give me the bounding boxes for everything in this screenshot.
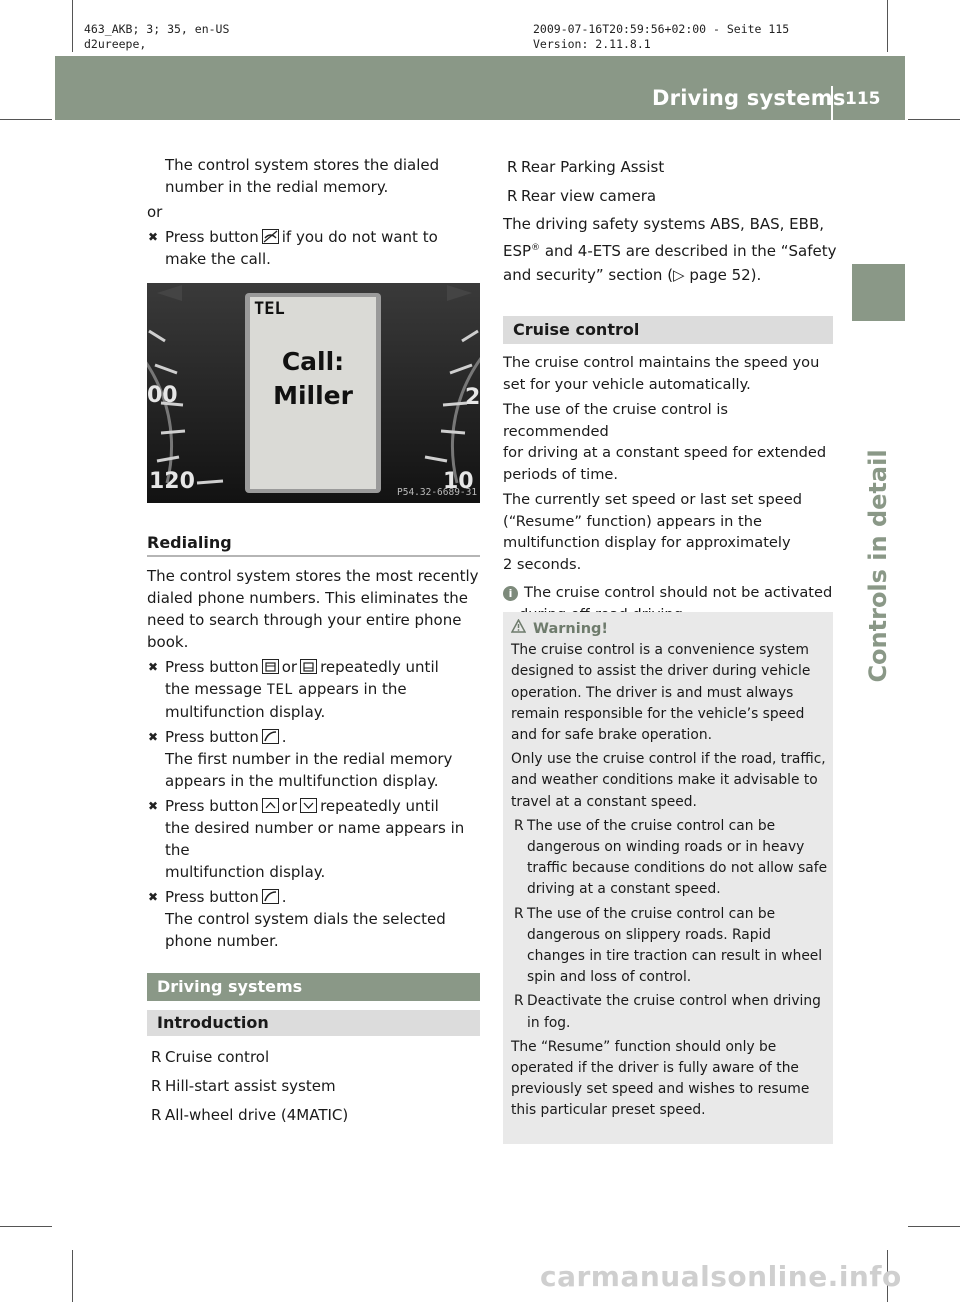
header-title: Driving systems xyxy=(652,86,846,110)
dial-label: 2 xyxy=(465,385,480,410)
paragraph: The currently set speed or last set speed xyxy=(503,491,802,508)
paragraph: The cruise control is a convenience system xyxy=(511,642,809,659)
paragraph xyxy=(503,236,838,263)
list-item-text: spin and loss of control. xyxy=(527,969,692,986)
list-item xyxy=(511,904,829,925)
figure-code: P54.32-6689-31 xyxy=(397,487,478,498)
paragraph: and 4-ETS are described in the “Safety xyxy=(540,242,837,260)
warning-icon xyxy=(511,619,527,640)
list-item-text: Deactivate the cruise control when driving xyxy=(527,993,821,1010)
subsection-bar-cruise-control: Cruise control xyxy=(503,316,833,344)
step-item xyxy=(147,726,485,748)
list-item-text: changes in tire traction can result in wheel xyxy=(527,948,823,965)
step-arrow-icon: ✖ xyxy=(148,890,159,904)
step-text: or xyxy=(281,797,298,815)
paragraph: ESP xyxy=(503,242,532,260)
info-icon: i xyxy=(503,586,518,601)
paragraph: 2 seconds. xyxy=(503,555,582,573)
paragraph: for driving at a constant speed for extended xyxy=(503,444,827,461)
meta-line: 2009-07-16T20:59:56+02:00 - Seite 115 xyxy=(533,22,790,36)
meta-line: d2ureepe, xyxy=(84,37,147,51)
paragraph: Only use the cruise control if the road, traffic, xyxy=(511,751,826,768)
list-item xyxy=(147,1043,482,1072)
bullet-icon: R xyxy=(514,817,524,834)
paragraph: need to search through your entire phone xyxy=(147,611,462,629)
step-text xyxy=(147,678,485,701)
step-text: . xyxy=(281,728,287,746)
dial-label: 10 xyxy=(443,469,474,494)
step-item xyxy=(147,886,485,908)
dial-label: 120 xyxy=(149,469,195,494)
side-tab-block xyxy=(852,264,905,321)
step-text: the message xyxy=(165,680,262,698)
warning-header xyxy=(511,619,829,640)
bullet-icon: R xyxy=(514,905,524,922)
crop-mark xyxy=(72,1250,73,1302)
display-contact-name: Miller xyxy=(273,381,353,410)
paragraph: number in the redial memory. xyxy=(165,178,389,196)
step-text: or xyxy=(281,658,298,676)
step-text: make the call. xyxy=(165,250,271,268)
bullet-icon: R xyxy=(151,1077,162,1095)
paragraph: The cruise control should not be activated xyxy=(524,584,833,601)
step-text: phone number. xyxy=(165,932,279,950)
paragraph: this particular preset speed. xyxy=(511,1102,706,1119)
paragraph: The control system stores the most recently xyxy=(147,567,479,585)
display-tel-label: TEL xyxy=(254,299,285,319)
subsection-bar-introduction: Introduction xyxy=(147,1010,480,1036)
step-text: the desired number or name appears in the xyxy=(165,819,465,859)
instrument-cluster-photo xyxy=(147,283,480,503)
list-item-text: Rear Parking Assist xyxy=(521,158,665,176)
paragraph: The use of the cruise control is recommended xyxy=(503,401,728,440)
display-message: TEL xyxy=(266,682,294,698)
page-number: 115 xyxy=(845,89,881,109)
step-text: repeatedly until xyxy=(320,658,439,676)
list-item-text: driving at a constant speed. xyxy=(527,881,721,898)
paragraph: and security” section (▷ page 52). xyxy=(503,266,762,284)
step-text: appears in the multifunction display. xyxy=(165,772,439,790)
crop-mark xyxy=(908,119,960,120)
cruise-control-content xyxy=(503,352,838,625)
paragraph: dialed phone numbers. This eliminates the xyxy=(147,589,468,607)
bullet-icon: R xyxy=(151,1048,162,1066)
call-button-icon xyxy=(262,889,279,904)
paragraph: The “Resume” function should only be xyxy=(511,1038,777,1055)
paragraph: The control system stores the dialed xyxy=(165,156,440,174)
list-item xyxy=(147,1072,482,1101)
right-bullet-list xyxy=(503,153,838,211)
registered-mark: ® xyxy=(531,243,541,253)
step-arrow-icon: ✖ xyxy=(148,730,159,744)
crop-mark xyxy=(0,119,52,120)
crop-mark xyxy=(908,1226,960,1227)
paragraph: remain responsible for the vehicle’s speed xyxy=(511,705,805,722)
list-item-text: dangerous on winding roads or in heavy xyxy=(527,839,805,856)
section-bar-driving-systems: Driving systems xyxy=(147,973,480,1001)
step-text: appears in the xyxy=(298,680,407,698)
list-item-text: Rear view camera xyxy=(521,187,657,205)
display-call-label: Call: xyxy=(281,347,345,376)
step-item xyxy=(147,656,485,678)
crop-mark xyxy=(72,0,73,52)
side-tab-label: Controls in detail xyxy=(864,449,892,683)
page-down-button-icon xyxy=(300,659,317,674)
redialing-heading: Redialing xyxy=(147,533,232,552)
step-text: multifunction display. xyxy=(165,703,326,721)
list-item xyxy=(511,816,829,837)
up-button-icon xyxy=(262,798,279,813)
step-text: The first number in the redial memory xyxy=(165,750,453,768)
bullet-icon: R xyxy=(514,993,524,1010)
intro-bullet-list xyxy=(147,1043,482,1130)
down-button-icon xyxy=(300,798,317,813)
crop-mark xyxy=(887,0,888,52)
list-item-text: Hill-start assist system xyxy=(165,1077,336,1095)
paragraph: travel at a constant speed. xyxy=(511,793,697,810)
step-arrow-icon: ✖ xyxy=(148,799,159,813)
list-item-text: traffic because conditions do not allow safe xyxy=(527,860,828,877)
bullet-icon: R xyxy=(151,1106,162,1124)
warning-content xyxy=(511,619,829,1122)
list-item xyxy=(503,153,838,182)
list-item-text: The use of the cruise control can be xyxy=(527,817,776,834)
list-item-text: Cruise control xyxy=(165,1048,270,1066)
left-intro-text xyxy=(147,154,482,270)
dial-label: 00 xyxy=(147,383,178,408)
list-item-text: dangerous on slippery roads. Rapid xyxy=(527,926,772,943)
crop-mark xyxy=(0,1226,52,1227)
paragraph: operation. The driver is and must always xyxy=(511,684,794,701)
or-text: or xyxy=(147,203,163,221)
step-arrow-icon: ✖ xyxy=(148,660,159,674)
step-text: multifunction display. xyxy=(165,863,326,881)
paragraph: designed to assist the driver during vehicle xyxy=(511,663,811,680)
heading-rule xyxy=(147,555,480,557)
meta-line: 463_AKB; 3; 35, en-US xyxy=(84,22,230,36)
meta-line: Version: 2.11.8.1 xyxy=(533,37,651,51)
paragraph: book. xyxy=(147,633,189,651)
step-text: Press button xyxy=(165,888,259,906)
list-item-text: The use of the cruise control can be xyxy=(527,905,776,922)
step-text: Press button xyxy=(165,797,259,815)
hang-up-button-icon xyxy=(262,229,279,244)
list-item-text: All-wheel drive (4MATIC) xyxy=(165,1106,349,1124)
paragraph: operated if the driver is fully aware of the xyxy=(511,1060,799,1077)
page-up-button-icon xyxy=(262,659,279,674)
paragraph: set for your vehicle automatically. xyxy=(503,375,751,393)
step-item xyxy=(147,226,482,248)
call-button-icon xyxy=(262,729,279,744)
paragraph: and for safe brake operation. xyxy=(511,727,712,744)
list-item xyxy=(511,991,829,1012)
step-text: . xyxy=(281,888,287,906)
paragraph: multifunction display for approximately xyxy=(503,534,791,551)
step-text: if you do not want to xyxy=(281,228,438,246)
step-text: The control system dials the selected xyxy=(165,910,446,928)
warning-title: Warning! xyxy=(533,621,609,637)
bullet-icon: R xyxy=(507,187,518,205)
footer-watermark: carmanualsonline.info xyxy=(540,1260,902,1293)
print-meta-left xyxy=(84,22,229,52)
info-note xyxy=(503,582,838,604)
step-text: Press button xyxy=(165,728,259,746)
paragraph: The cruise control maintains the speed you xyxy=(503,354,820,371)
step-item xyxy=(147,795,485,817)
bullet-icon: R xyxy=(507,158,518,176)
paragraph: and weather conditions make it advisable to xyxy=(511,772,818,789)
paragraph: previously set speed and wishes to resume xyxy=(511,1081,810,1098)
print-meta-right xyxy=(533,22,789,52)
paragraph: (“Resume” function) appears in the xyxy=(503,512,762,530)
list-item xyxy=(503,182,838,211)
step-arrow-icon: ✖ xyxy=(148,230,159,244)
safety-paragraph xyxy=(503,212,838,287)
list-item-text: in fog. xyxy=(527,1014,571,1031)
paragraph: periods of time. xyxy=(503,465,619,483)
step-text: Press button xyxy=(165,228,259,246)
list-item xyxy=(147,1101,482,1130)
redialing-content xyxy=(147,565,485,952)
step-text: Press button xyxy=(165,658,259,676)
paragraph: The driving safety systems ABS, BAS, EBB, xyxy=(503,215,824,233)
step-text: repeatedly until xyxy=(320,797,439,815)
